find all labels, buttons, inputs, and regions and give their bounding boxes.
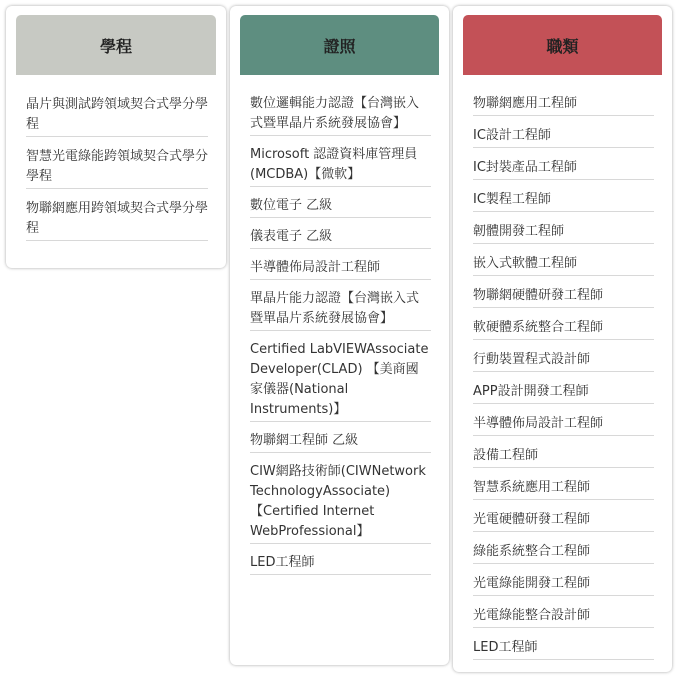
certificate-item: CIW網路技術師(CIWNetwork TechnologyAssociate)【Certified Internet WebProfessional】: [250, 462, 431, 544]
job-category-item: 光電綠能整合設計師: [473, 606, 654, 628]
job-category-item: 物聯網應用工程師: [473, 94, 654, 116]
job-category-item: 物聯網硬體研發工程師: [473, 286, 654, 308]
program-card-title: 學程: [99, 36, 132, 56]
job-category-item: 軟硬體系統整合工程師: [473, 318, 654, 340]
certificate-item: Microsoft 認證資料庫管理員(MCDBA)【微軟】: [250, 145, 431, 187]
job-category-card-title: 職類: [546, 36, 579, 56]
certificate-item: 數位邏輯能力認證【台灣嵌入式暨單晶片系統發展協會】: [250, 94, 431, 136]
job-category-item: LED工程師: [473, 638, 654, 660]
job-category-item: 行動裝置程式設計師: [473, 350, 654, 372]
job-category-item: 光電硬體研發工程師: [473, 510, 654, 532]
certificate-list: [240, 75, 439, 575]
program-card: [6, 6, 226, 268]
program-item: 智慧光電綠能跨領域契合式學分學程: [26, 147, 208, 189]
job-category-card-header: [463, 15, 662, 75]
job-category-item: 智慧系統應用工程師: [473, 478, 654, 500]
certificate-item: 儀表電子 乙級: [250, 227, 431, 249]
job-category-item: 設備工程師: [473, 446, 654, 468]
certificate-item: LED工程師: [250, 553, 431, 575]
certificate-item: Certified LabVIEWAssociate Developer(CLAD) 【美商國家儀器(National Instruments)】: [250, 340, 431, 422]
certificate-card: [230, 6, 449, 665]
certificate-item: 數位電子 乙級: [250, 196, 431, 218]
program-item: 晶片與測試跨領域契合式學分學程: [26, 95, 208, 137]
job-category-item: 光電綠能開發工程師: [473, 574, 654, 596]
job-category-item: 半導體佈局設計工程師: [473, 414, 654, 436]
program-list: [16, 75, 216, 241]
program-item: 物聯網應用跨領域契合式學分學程: [26, 199, 208, 241]
certificate-item: 物聯網工程師 乙級: [250, 431, 431, 453]
certificate-item: 單晶片能力認證【台灣嵌入式暨單晶片系統發展協會】: [250, 289, 431, 331]
job-category-list: [463, 75, 662, 660]
job-category-item: 綠能系統整合工程師: [473, 542, 654, 564]
certificate-item: 半導體佈局設計工程師: [250, 258, 431, 280]
job-category-item: APP設計開發工程師: [473, 382, 654, 404]
job-category-item: 韌體開發工程師: [473, 222, 654, 244]
job-category-item: IC封裝產品工程師: [473, 158, 654, 180]
job-category-item: 嵌入式軟體工程師: [473, 254, 654, 276]
job-category-item: IC設計工程師: [473, 126, 654, 148]
job-category-item: IC製程工程師: [473, 190, 654, 212]
program-card-header: [16, 15, 216, 75]
certificate-card-header: [240, 15, 439, 75]
job-category-card: [453, 6, 672, 672]
certificate-card-title: 證照: [323, 36, 356, 56]
